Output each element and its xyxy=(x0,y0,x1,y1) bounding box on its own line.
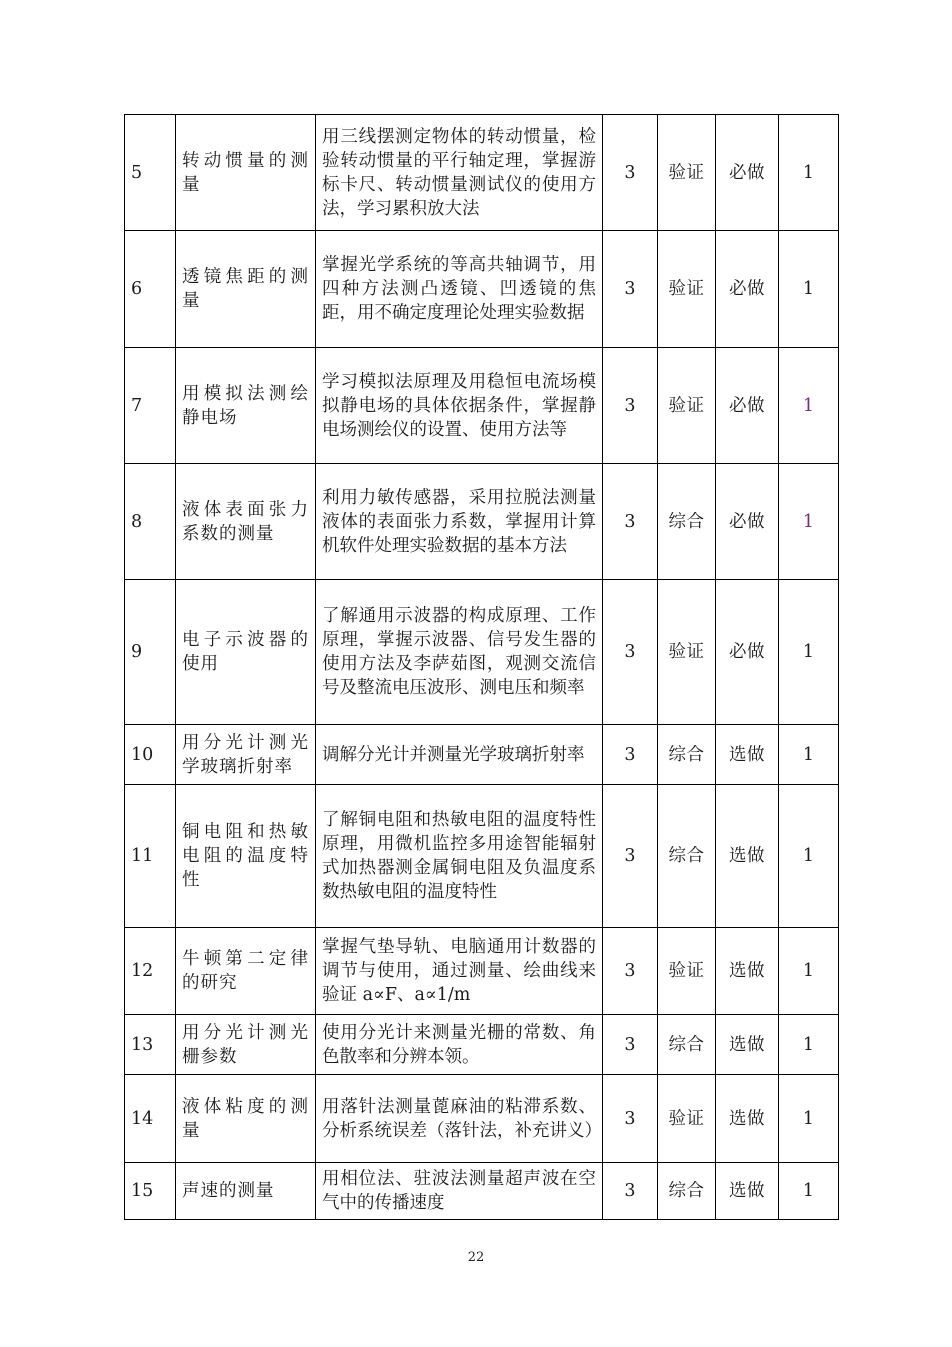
table-row xyxy=(125,464,839,580)
count-cell: 1 xyxy=(779,725,839,785)
hours-cell: 3 xyxy=(603,928,658,1015)
experiment-description: 调解分光计并测量光学玻璃折射率 xyxy=(316,725,603,785)
requirement-cell: 必做 xyxy=(716,464,779,580)
table-row xyxy=(125,1015,839,1075)
experiment-table xyxy=(124,114,839,1220)
requirement-cell: 选做 xyxy=(716,785,779,928)
row-number: 5 xyxy=(125,115,176,231)
experiment-description: 掌握光学系统的等高共轴调节，用四种方法测凸透镜、凹透镜的焦距，用不确定度理论处理实验数据 xyxy=(316,231,603,348)
experiment-name: 用分光计测光学玻璃折射率 xyxy=(176,725,316,785)
row-number: 13 xyxy=(125,1015,176,1075)
experiment-description: 了解通用示波器的构成原理、工作原理，掌握示波器、信号发生器的使用方法及李萨茹图，观测交流信号及整流电压波形、测电压和频率 xyxy=(316,580,603,725)
requirement-cell: 必做 xyxy=(716,580,779,725)
count-cell: 1 xyxy=(779,580,839,725)
requirement-cell: 必做 xyxy=(716,115,779,231)
count-cell: 1 xyxy=(779,1163,839,1220)
count-cell: 1 xyxy=(779,464,839,580)
count-cell: 1 xyxy=(779,785,839,928)
row-number: 10 xyxy=(125,725,176,785)
experiment-name: 声速的测量 xyxy=(176,1163,316,1220)
hours-cell: 3 xyxy=(603,1075,658,1163)
row-number: 6 xyxy=(125,231,176,348)
type-cell: 验证 xyxy=(658,928,716,1015)
hours-cell: 3 xyxy=(603,348,658,464)
experiment-description: 了解铜电阻和热敏电阻的温度特性原理，用微机监控多用途智能辐射式加热器测金属铜电阻及负温度系数热敏电阻的温度特性 xyxy=(316,785,603,928)
table-row xyxy=(125,580,839,725)
experiment-description: 用相位法、驻波法测量超声波在空气中的传播速度 xyxy=(316,1163,603,1220)
page-number: 22 xyxy=(467,1250,485,1265)
experiment-name: 液体表面张力系数的测量 xyxy=(176,464,316,580)
hours-cell: 3 xyxy=(603,115,658,231)
table-row xyxy=(125,115,839,231)
type-cell: 验证 xyxy=(658,231,716,348)
type-cell: 综合 xyxy=(658,1015,716,1075)
requirement-cell: 选做 xyxy=(716,725,779,785)
requirement-cell: 选做 xyxy=(716,1015,779,1075)
requirement-cell: 选做 xyxy=(716,928,779,1015)
experiment-name: 铜电阻和热敏电阻的温度特性 xyxy=(176,785,316,928)
row-number: 11 xyxy=(125,785,176,928)
table-row xyxy=(125,725,839,785)
count-cell: 1 xyxy=(779,115,839,231)
experiment-description: 用落针法测量蓖麻油的粘滞系数、分析系统误差（落针法，补充讲义） xyxy=(316,1075,603,1163)
hours-cell: 3 xyxy=(603,725,658,785)
row-number: 8 xyxy=(125,464,176,580)
type-cell: 验证 xyxy=(658,580,716,725)
row-number: 7 xyxy=(125,348,176,464)
table-row xyxy=(125,348,839,464)
experiment-name: 液体粘度的测量 xyxy=(176,1075,316,1163)
requirement-cell: 必做 xyxy=(716,348,779,464)
hours-cell: 3 xyxy=(603,464,658,580)
table-row xyxy=(125,231,839,348)
count-cell: 1 xyxy=(779,928,839,1015)
requirement-cell: 必做 xyxy=(716,231,779,348)
experiment-description: 利用力敏传感器，采用拉脱法测量液体的表面张力系数，掌握用计算机软件处理实验数据的基本方法 xyxy=(316,464,603,580)
experiment-name: 用分光计测光栅参数 xyxy=(176,1015,316,1075)
hours-cell: 3 xyxy=(603,1163,658,1220)
table-row xyxy=(125,1163,839,1220)
table-row xyxy=(125,785,839,928)
hours-cell: 3 xyxy=(603,580,658,725)
requirement-cell: 选做 xyxy=(716,1075,779,1163)
type-cell: 综合 xyxy=(658,725,716,785)
hours-cell: 3 xyxy=(603,785,658,928)
experiment-name: 电子示波器的使用 xyxy=(176,580,316,725)
type-cell: 综合 xyxy=(658,464,716,580)
count-cell: 1 xyxy=(779,231,839,348)
type-cell: 验证 xyxy=(658,348,716,464)
row-number: 12 xyxy=(125,928,176,1015)
experiment-name: 牛顿第二定律的研究 xyxy=(176,928,316,1015)
hours-cell: 3 xyxy=(603,231,658,348)
type-cell: 综合 xyxy=(658,785,716,928)
count-cell: 1 xyxy=(779,1015,839,1075)
hours-cell: 3 xyxy=(603,1015,658,1075)
table-row xyxy=(125,928,839,1015)
experiment-description: 学习模拟法原理及用稳恒电流场模拟静电场的具体依据条件，掌握静电场测绘仪的设置、使用方法等 xyxy=(316,348,603,464)
type-cell: 综合 xyxy=(658,1163,716,1220)
experiment-description: 使用分光计来测量光栅的常数、角色散率和分辨本领。 xyxy=(316,1015,603,1075)
experiment-name: 用模拟法测绘静电场 xyxy=(176,348,316,464)
row-number: 14 xyxy=(125,1075,176,1163)
experiment-description: 掌握气垫导轨、电脑通用计数器的调节与使用，通过测量、绘曲线来验证 a∝F、a∝1/m xyxy=(316,928,603,1015)
row-number: 9 xyxy=(125,580,176,725)
experiment-name: 透镜焦距的测量 xyxy=(176,231,316,348)
count-cell: 1 xyxy=(779,1075,839,1163)
experiment-description: 用三线摆测定物体的转动惯量，检验转动惯量的平行轴定理，掌握游标卡尺、转动惯量测试仪的使用方法，学习累积放大法 xyxy=(316,115,603,231)
row-number: 15 xyxy=(125,1163,176,1220)
type-cell: 验证 xyxy=(658,115,716,231)
requirement-cell: 选做 xyxy=(716,1163,779,1220)
count-cell: 1 xyxy=(779,348,839,464)
table-row xyxy=(125,1075,839,1163)
type-cell: 验证 xyxy=(658,1075,716,1163)
experiment-name: 转动惯量的测量 xyxy=(176,115,316,231)
